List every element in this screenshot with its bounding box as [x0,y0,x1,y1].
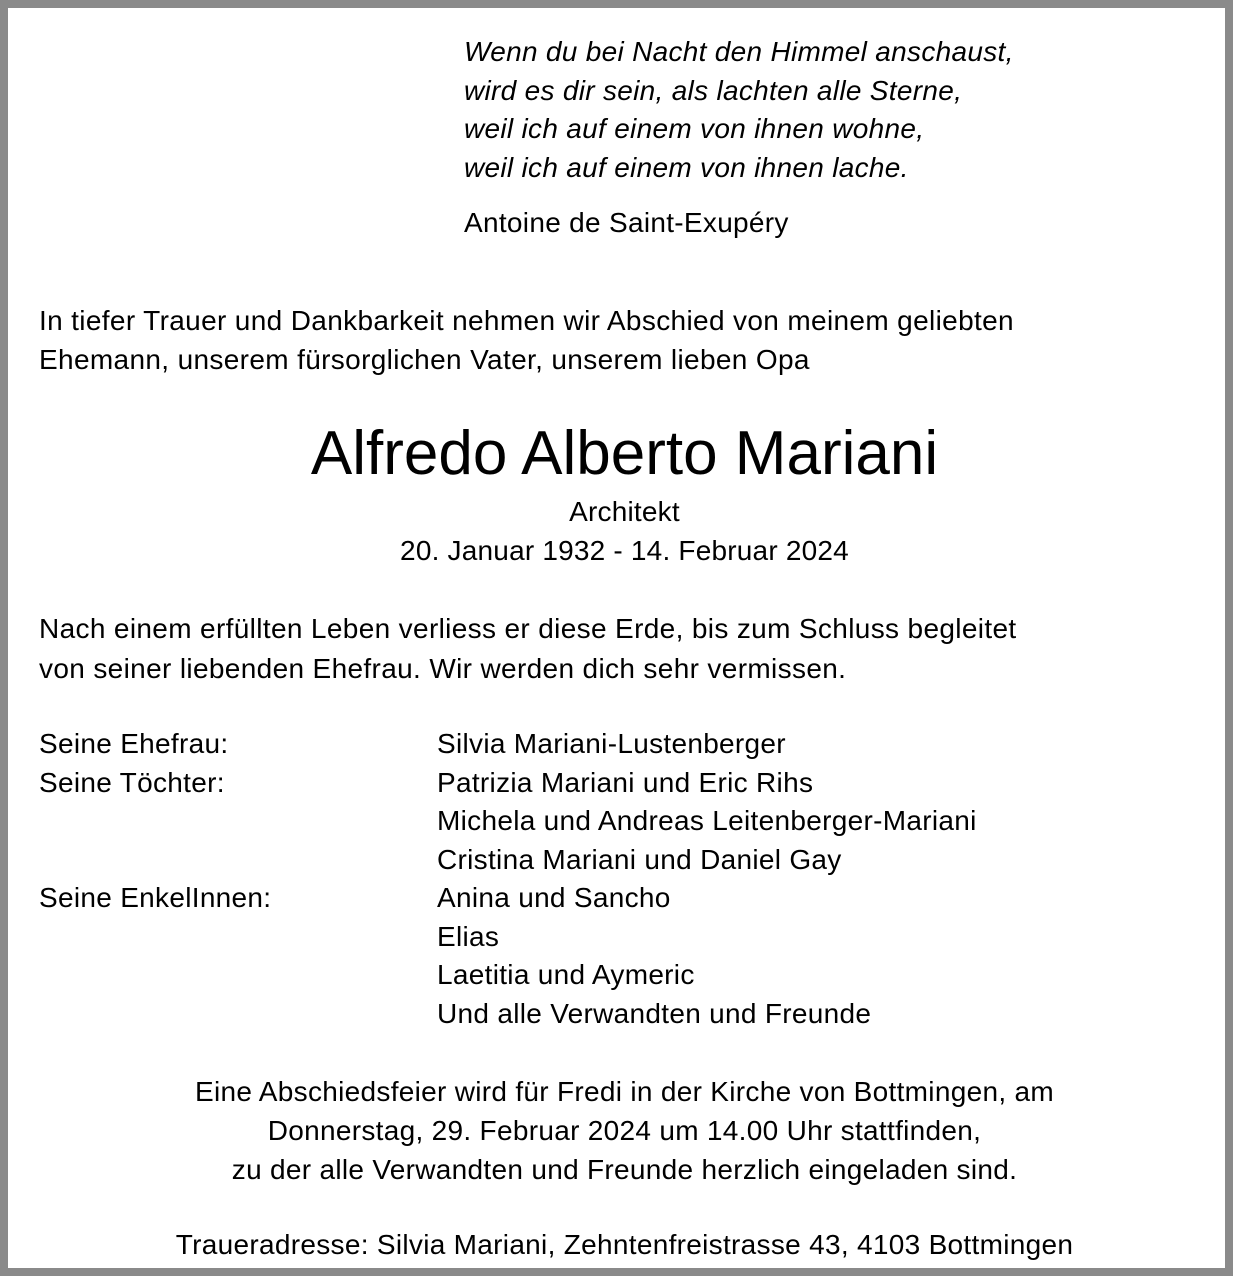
quote-line: weil ich auf einem von ihnen lache. [464,151,909,183]
family-member-name: Elias [437,920,500,952]
quote-line: wird es dir sein, als lachten alle Sterne, [464,74,963,106]
family-relation-label: Seine Töchter: [39,766,225,798]
intro-text [39,301,1014,379]
family-relation-label [39,841,437,880]
family-relation-label: Seine Ehefrau: [39,728,229,759]
tribute-line: Nach einem erfüllten Leben verliess er diese Erde, bis zum Schluss begleitet [39,613,1017,644]
intro-line: Ehemann, unserem fürsorglichen Vater, unserem lieben Opa [39,344,810,375]
family-row [39,764,1209,803]
family-list [39,725,1209,1033]
family-member-name: Michela und Andreas Leitenberger-Mariani [437,805,977,836]
family-relation-label [39,918,437,957]
family-member-name: Cristina Mariani und Daniel Gay [437,843,842,875]
quote-block [464,33,1014,187]
family-row [39,918,1209,957]
ceremony-line: Donnerstag, 29. Februar 2024 um 14.00 Uhr stattfinden, [267,1115,982,1146]
family-relation-label [39,995,437,1034]
family-row [39,841,1209,880]
family-row [39,802,1209,841]
family-row [39,725,1209,764]
family-row [39,879,1209,918]
quote-line: weil ich auf einem von ihnen wohne, [464,113,925,144]
deceased-dates: 20. Januar 1932 - 14. Februar 2024 [400,535,849,566]
family-relation-label [39,802,437,841]
ceremony-line: zu der alle Verwandten und Freunde herzlich eingeladen sind. [231,1154,1018,1185]
family-relation-label: Seine EnkelInnen: [39,882,272,913]
tribute-text [39,609,1017,688]
quote-line: Wenn du bei Nacht den Himmel anschaust, [464,36,1014,67]
family-member-name: Laetitia und Aymeric [437,959,695,990]
family-member-name: Und alle Verwandten und Freunde [437,997,872,1029]
tribute-line: von seiner liebenden Ehefrau. Wir werden dich sehr vermissen. [39,652,847,684]
quote-author: Antoine de Saint-Exupéry [464,207,789,238]
ceremony-announcement [8,1072,1233,1189]
intro-line: In tiefer Trauer und Dankbarkeit nehmen wir Abschied von meinem geliebten [39,305,1014,336]
family-row [39,956,1209,995]
ceremony-line: Eine Abschiedsfeier wird für Fredi in der Kirche von Bottmingen, am [195,1076,1054,1107]
family-row [39,995,1209,1034]
family-member-name: Patrizia Mariani und Eric Rihs [437,766,814,798]
mourning-address: Traueradresse: Silvia Mariani, Zehntenfreistrasse 43, 4103 Bottmingen [175,1229,1074,1260]
family-member-name: Anina und Sancho [437,882,671,913]
deceased-name: Alfredo Alberto Mariani [310,419,939,488]
deceased-profession: Architekt [569,496,680,527]
family-relation-label [39,956,437,995]
family-member-name: Silvia Mariani-Lustenberger [437,728,786,759]
